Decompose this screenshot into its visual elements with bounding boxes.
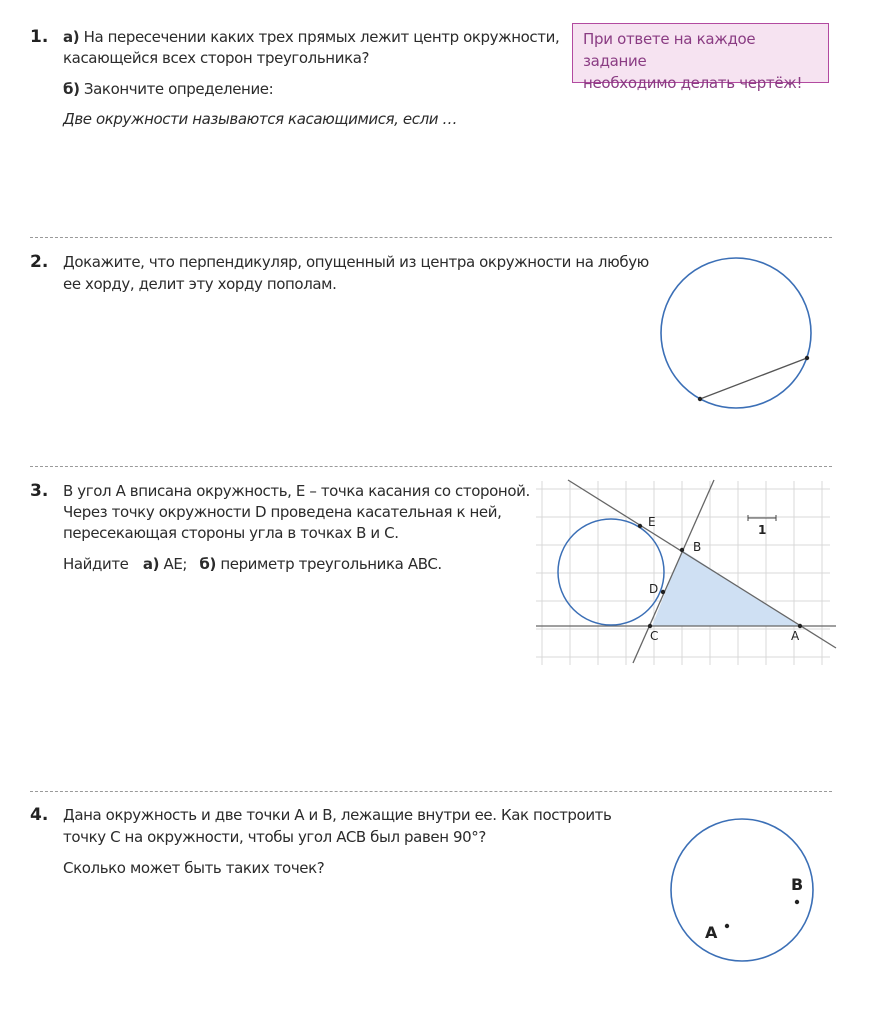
task3-b-text: периметр треугольника — [220, 555, 408, 573]
separator-3 — [30, 791, 832, 792]
task3-number: 3. — [30, 481, 49, 501]
label-B: B — [693, 540, 702, 554]
point-C — [648, 624, 652, 628]
task3-line2-post: проведена касательная к ней, — [266, 503, 502, 521]
task3-b-marker: б) — [199, 555, 216, 573]
task1-a-marker: а) — [63, 28, 80, 46]
task4-point-C-ref: C — [110, 828, 121, 846]
task3-point-A-ref: A — [115, 482, 126, 500]
point-E — [638, 524, 642, 528]
task3-line1-mid: вписана окружность, — [125, 482, 296, 500]
task3-line3-pre: пересекающая стороны угла в точках — [63, 524, 357, 542]
task3-line1 — [63, 482, 530, 500]
task4-line2-mid: на окружности, чтобы угол — [120, 828, 337, 846]
label-D: D — [649, 582, 659, 596]
task3-line3-and: и — [366, 524, 385, 542]
separator-2 — [30, 466, 832, 467]
task4-line2-post: был равен 90°? — [365, 828, 486, 846]
task3-find: Найдите — [63, 555, 129, 573]
task2-number: 2. — [30, 252, 49, 272]
task1-number: 1. — [30, 27, 49, 47]
task3-a-text: AE; — [163, 555, 188, 573]
point-D — [661, 590, 665, 594]
task2-chord-point-2 — [805, 356, 809, 360]
task2-figure — [650, 250, 825, 420]
separator-1 — [30, 237, 832, 238]
task1-b-text: Закончите определение: — [83, 80, 274, 98]
label-A: A — [791, 629, 800, 643]
point-A — [798, 624, 802, 628]
task4-label-A: A — [705, 923, 718, 942]
task4-line1 — [63, 806, 611, 824]
task4-figure — [660, 810, 820, 970]
task4-line1-post: , лежащие внутри ее. Как построить — [332, 806, 612, 824]
task2-line1: Докажите, что перпендикуляр, опущенный из центра окружности на любую — [63, 253, 649, 271]
task3-a-marker: а) — [142, 555, 160, 573]
instruction-note-line2: необходимо делать чертёж! — [583, 74, 803, 92]
task1-a-line1 — [63, 28, 559, 46]
point-B — [680, 548, 684, 552]
task4-question: Сколько может быть таких точек? — [63, 859, 325, 877]
inscribed-circle — [558, 519, 664, 625]
task1-b-line — [63, 80, 273, 98]
task3-line3 — [63, 524, 399, 542]
task3-find-line — [63, 555, 442, 573]
task1-b-marker: б) — [63, 80, 80, 98]
task3-point-B-ref: B — [356, 524, 367, 542]
task3-point-D-ref: D — [254, 503, 267, 521]
task3-figure — [530, 475, 840, 670]
task4-line1-pre: Дана окружность и две точки — [63, 806, 295, 824]
task1-a-text1: На пересечении каких трех прямых лежит центр окружности, — [83, 28, 560, 46]
task1-a-line2: касающейся всех сторон треугольника? — [63, 49, 370, 67]
task3-line1-post: – точка касания со стороной. — [304, 482, 530, 500]
task3-triangle-ref: ABC — [407, 555, 438, 573]
task3-line3-end: . — [394, 524, 399, 542]
task4-angle-ref: ACB — [336, 828, 366, 846]
task3-b-end: . — [437, 555, 442, 573]
task4-label-B: B — [791, 875, 804, 894]
instruction-note-line1: При ответе на каждое задание — [583, 30, 756, 70]
task4-point-A-ref: A — [294, 806, 305, 824]
unit-scale-marker — [748, 515, 776, 521]
label-C: C — [650, 629, 659, 643]
task3-line2-pre: Через точку окружности — [63, 503, 255, 521]
task4-line2-pre: точку — [63, 828, 111, 846]
task3-point-C-ref: C — [384, 524, 395, 542]
label-E: E — [648, 515, 656, 529]
task3-point-E-ref: E — [295, 482, 305, 500]
instruction-note — [572, 23, 829, 92]
task4-point-B — [795, 900, 799, 904]
triangle-ABC — [652, 550, 800, 626]
task4-point-B-ref: B — [322, 806, 333, 824]
task3-line1-pre: В угол — [63, 482, 116, 500]
task4-line2 — [63, 828, 486, 846]
task2-chord — [700, 358, 807, 399]
task3-line2 — [63, 503, 501, 521]
task2-line2: ее хорду, делит эту хорду пополам. — [63, 275, 337, 293]
task1-definition: Две окружности называются касающимися, если … — [63, 110, 458, 128]
task2-chord-point-1 — [698, 397, 702, 401]
unit-label: 1 — [758, 523, 767, 537]
task4-point-A — [725, 924, 729, 928]
task4-line1-and: и — [304, 806, 323, 824]
task4-number: 4. — [30, 805, 49, 825]
